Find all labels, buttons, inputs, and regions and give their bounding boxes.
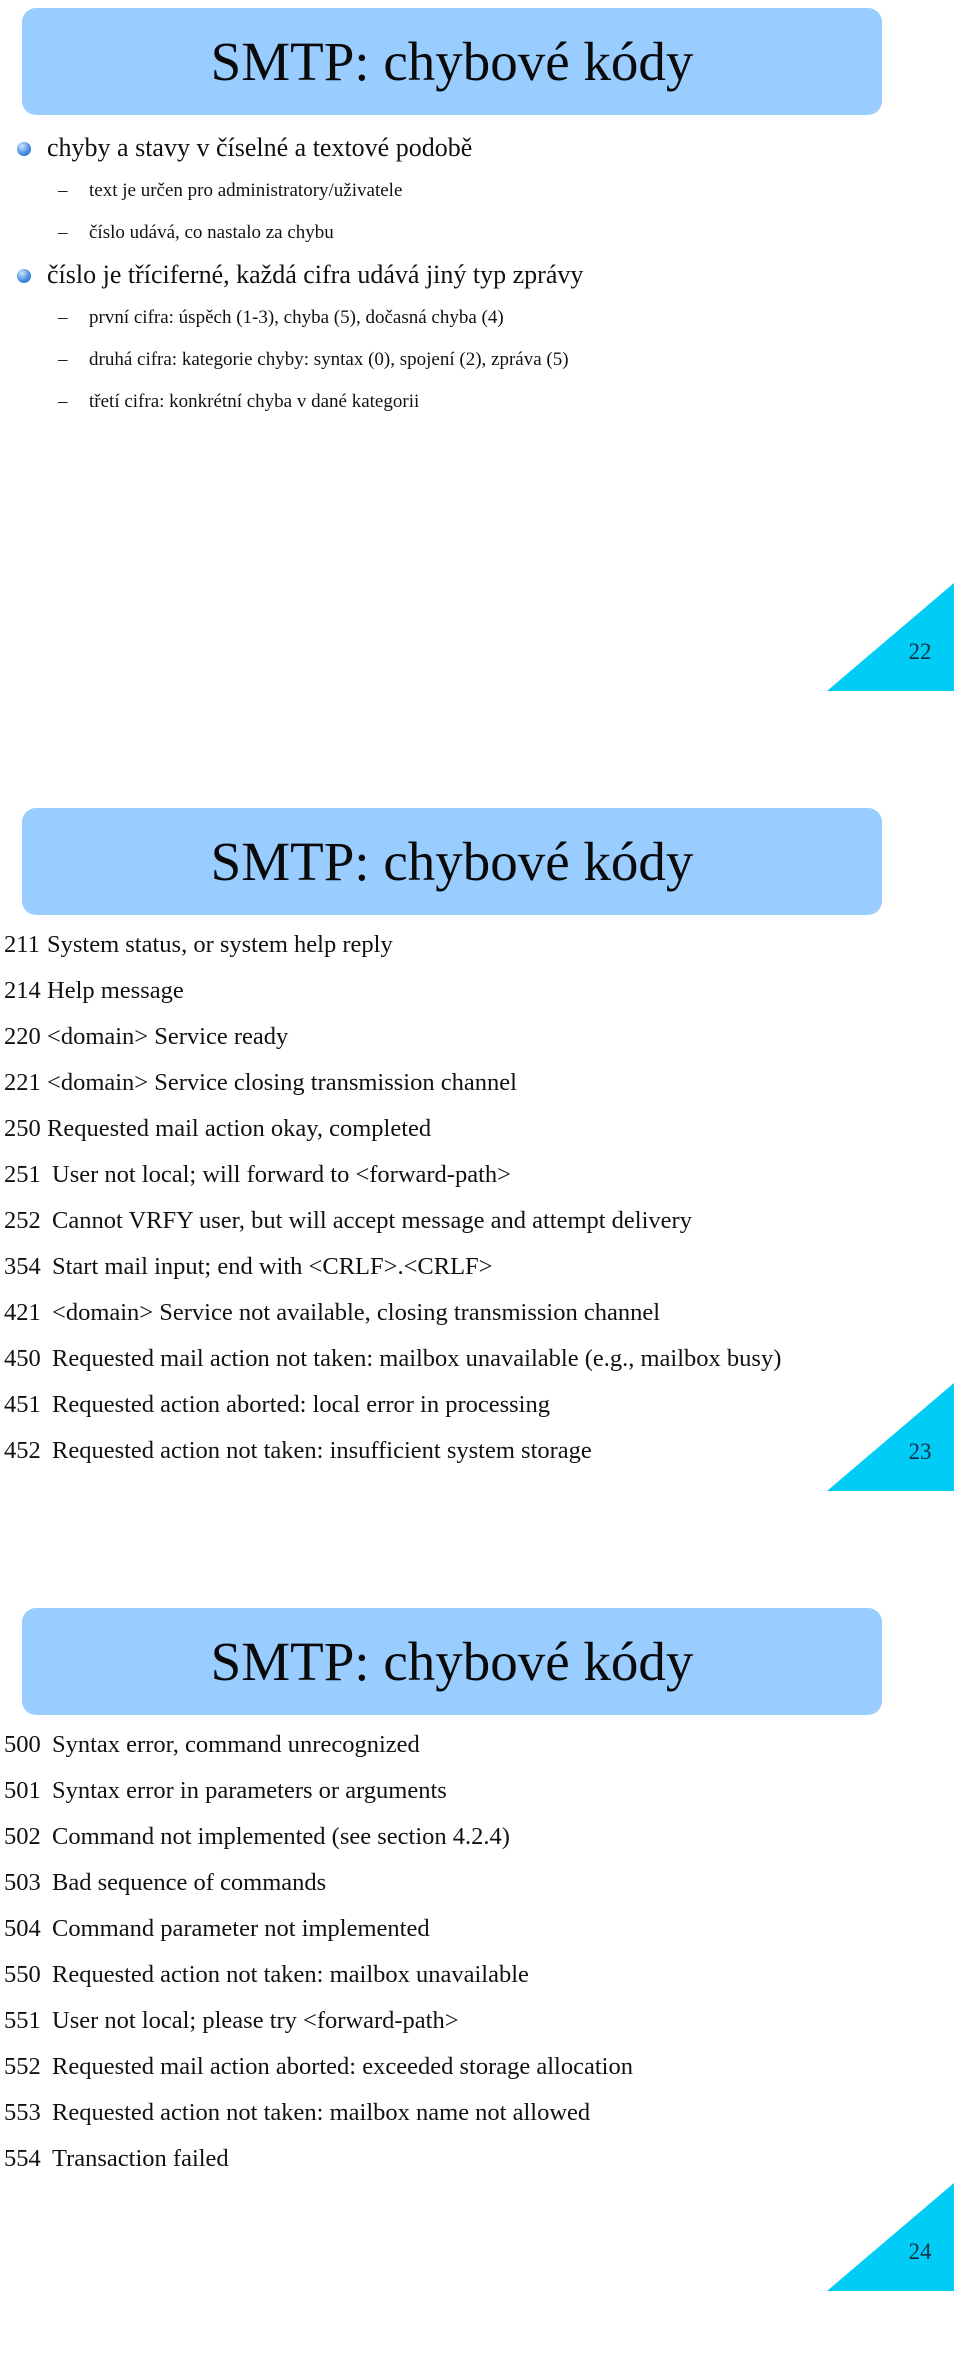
code-row	[4, 1157, 954, 1203]
corner-triangle-icon	[827, 583, 954, 691]
code-number: 251	[4, 1161, 41, 1188]
code-row	[4, 1065, 954, 1111]
slide-22	[0, 0, 960, 768]
code-number: 214	[4, 977, 41, 1004]
code-text: User not local; please try <forward-path>	[52, 2007, 459, 2034]
code-row	[4, 2049, 954, 2095]
code-text: <domain> Service ready	[47, 1023, 289, 1050]
sub-bullet-item	[0, 213, 940, 255]
code-row	[4, 1019, 954, 1065]
code-number: 550	[4, 1961, 41, 1988]
code-row	[4, 973, 954, 1019]
code-list	[4, 1727, 954, 2187]
slide-title: SMTP: chybové kódy	[210, 1631, 694, 1692]
code-text: Command parameter not implemented	[52, 1915, 430, 1942]
code-number: 211	[4, 931, 40, 958]
bullet-dot-icon	[17, 269, 31, 283]
code-number: 451	[4, 1391, 41, 1418]
dash-icon: –	[58, 349, 68, 370]
code-text: Requested action not taken: insufficient system storage	[52, 1437, 592, 1464]
code-number: 221	[4, 1069, 41, 1096]
code-number: 501	[4, 1777, 41, 1804]
code-row	[4, 1341, 954, 1387]
title-bar	[22, 8, 882, 115]
code-text: <domain> Service closing transmission channel	[47, 1069, 517, 1096]
code-number: 220	[4, 1023, 41, 1050]
bullet-text: číslo je tříciferné, každá cifra udává jiný typ zprávy	[47, 260, 584, 289]
sub-bullet-text: číslo udává, co nastalo za chybu	[89, 222, 334, 243]
code-row	[4, 2141, 954, 2187]
code-text: Command not implemented (see section 4.2.4)	[52, 1823, 510, 1850]
code-text: Requested mail action okay, completed	[47, 1115, 432, 1142]
code-text: User not local; will forward to <forward-path>	[52, 1161, 511, 1188]
corner-triangle-icon	[827, 2183, 954, 2291]
slide-title: SMTP: chybové kódy	[210, 31, 694, 92]
code-text: Cannot VRFY user, but will accept message and attempt delivery	[52, 1207, 692, 1234]
code-text: Requested action not taken: mailbox unavailable	[52, 1961, 529, 1988]
page-number: 22	[908, 639, 932, 664]
code-row	[4, 1865, 954, 1911]
sub-bullet-text: první cifra: úspěch (1-3), chyba (5), dočasná chyba (4)	[89, 307, 504, 328]
code-row	[4, 927, 954, 973]
code-text: Requested mail action aborted: exceeded storage allocation	[52, 2053, 633, 2080]
dash-icon: –	[58, 307, 68, 328]
sub-bullet-item	[0, 340, 940, 382]
code-text: Requested action not taken: mailbox name not allowed	[52, 2099, 591, 2126]
code-number: 551	[4, 2007, 41, 2034]
slide-title: SMTP: chybové kódy	[210, 831, 694, 892]
code-number: 503	[4, 1869, 41, 1896]
code-number: 500	[4, 1731, 41, 1758]
sub-bullet-text: druhá cifra: kategorie chyby: syntax (0), spojení (2), zpráva (5)	[89, 349, 569, 370]
code-row	[4, 1203, 954, 1249]
page-corner	[827, 2183, 954, 2291]
code-text: Syntax error, command unrecognized	[52, 1731, 420, 1758]
page-corner	[827, 583, 954, 691]
code-text: Bad sequence of commands	[52, 1869, 327, 1896]
code-text: <domain> Service not available, closing transmission channel	[52, 1299, 661, 1326]
dash-icon: –	[58, 180, 68, 201]
sub-bullet-text: třetí cifra: konkrétní chyba v dané kategorii	[89, 391, 420, 412]
code-row	[4, 1911, 954, 1957]
code-row	[4, 1295, 954, 1341]
code-number: 421	[4, 1299, 41, 1326]
page-number: 23	[908, 1439, 932, 1464]
code-number: 450	[4, 1345, 41, 1372]
bullet-item	[0, 128, 940, 171]
dash-icon: –	[58, 391, 68, 412]
code-text: Requested action aborted: local error in processing	[52, 1391, 550, 1418]
bullet-item	[0, 255, 940, 298]
code-text: Requested mail action not taken: mailbox unavailable (e.g., mailbox busy)	[52, 1345, 782, 1372]
sub-bullet-item	[0, 171, 940, 213]
code-row	[4, 1727, 954, 1773]
code-row	[4, 1433, 954, 1479]
code-text: Transaction failed	[52, 2145, 229, 2172]
code-number: 250	[4, 1115, 41, 1142]
code-text: Help message	[47, 977, 184, 1004]
sub-bullet-text: text je určen pro administratory/uživatele	[89, 180, 403, 201]
title-bar	[22, 808, 882, 915]
code-number: 502	[4, 1823, 41, 1850]
code-text: Syntax error in parameters or arguments	[52, 1777, 447, 1804]
sub-bullet-item	[0, 382, 940, 424]
code-number: 252	[4, 1207, 41, 1234]
code-number: 554	[4, 2145, 41, 2172]
bullet-list	[0, 128, 940, 424]
code-number: 452	[4, 1437, 41, 1464]
code-number: 504	[4, 1915, 41, 1942]
code-row	[4, 1111, 954, 1157]
code-text: Start mail input; end with <CRLF>.<CRLF>	[52, 1253, 493, 1280]
title-bar	[22, 1608, 882, 1715]
sub-bullet-item	[0, 298, 940, 340]
code-row	[4, 1957, 954, 2003]
code-row	[4, 1773, 954, 1819]
code-number: 553	[4, 2099, 41, 2126]
code-row	[4, 2095, 954, 2141]
bullet-text: chyby a stavy v číselné a textové podobě	[47, 133, 473, 162]
page-number: 24	[908, 2239, 932, 2264]
code-row	[4, 1387, 954, 1433]
code-number: 354	[4, 1253, 41, 1280]
code-row	[4, 1819, 954, 1865]
dash-icon: –	[58, 222, 68, 243]
code-row	[4, 2003, 954, 2049]
code-row	[4, 1249, 954, 1295]
code-list	[4, 927, 954, 1479]
bullet-dot-icon	[17, 142, 31, 156]
code-text: System status, or system help reply	[47, 931, 393, 958]
code-number: 552	[4, 2053, 41, 2080]
